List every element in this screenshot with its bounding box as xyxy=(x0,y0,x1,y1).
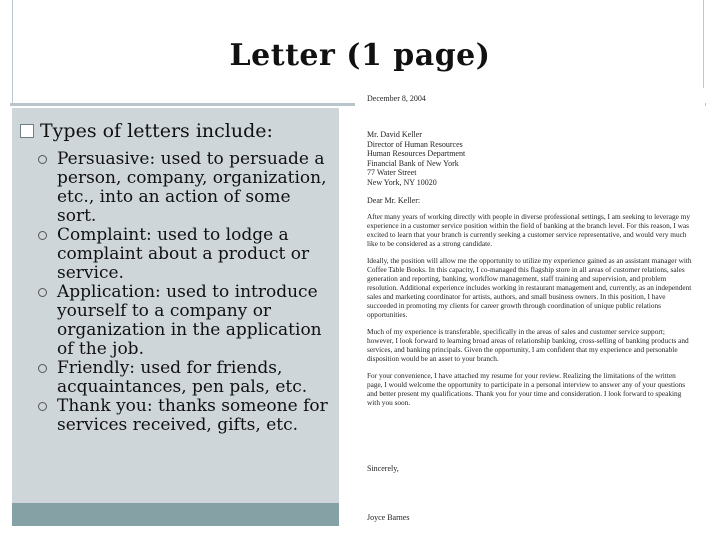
letter-paragraph: Ideally, the position will allow me the opportunity to utilize my experience gained as an assistant manager with Coffee Table Books. In this capacity, I co-managed this flagship store in all areas of customer relations, sales generation and reporting, banking, workflow management, staff training and supervision, and problem resolution. Additional experience includes working in restaurant management and, currently, as an independent sales and marketing coordinator for artists, authors, and small business owners. In this position, I have succeeded in promoting my clients for career growth through coordination of unique public relations opportunities. xyxy=(367,256,692,319)
address-line: Director of Human Resources xyxy=(367,139,463,149)
letter-paragraph: After many years of working directly with people in diverse professional settings, I am seeking to leverage my experience in a customer service position within the field of banking at the branch level. For this reason, I was excited to learn that your branch is currently seeking a customer service representative, and would very much like to be considered as a strong candidate. xyxy=(367,212,690,248)
letter-signature: Joyce Barnes xyxy=(367,513,410,522)
list-item-text: Application: used to introduce yourself to a company or organization in the application of the job. xyxy=(57,282,322,359)
letter-paragraph: Much of my experience is transferable, specifically in the areas of sales and customer service support; however, I look forward to learning broad areas of relationship banking, cross-selling of banking products and services, and banking principals. Given the opportunity, I am confident that my experience and personable disposition would be an asset to your branch. xyxy=(367,327,689,363)
letter-inside-address xyxy=(367,130,465,187)
letter-salutation: Dear Mr. Keller: xyxy=(367,196,421,205)
address-line: Mr. David Keller xyxy=(367,130,422,139)
address-line: New York, NY 10020 xyxy=(367,177,437,187)
address-line: 77 Water Street xyxy=(367,168,417,177)
list-item-text: Persuasive: used to persuade a person, company, organization, etc., into an action of some sort. xyxy=(57,149,327,226)
list-item xyxy=(38,397,334,435)
letter-closing: Sincerely, xyxy=(367,464,399,473)
letter-body xyxy=(367,212,693,415)
circle-bullet-icon xyxy=(38,155,47,164)
address-line: Financial Bank of New York xyxy=(367,158,459,168)
list-item xyxy=(38,150,334,226)
square-bullet-icon xyxy=(20,124,34,138)
circle-bullet-icon xyxy=(38,288,47,297)
list-item-text: Thank you: thanks someone for services received, gifts, etc. xyxy=(57,396,328,435)
bullet-heading xyxy=(20,120,273,142)
list-item-text: Complaint: used to lodge a complaint about a product or service. xyxy=(57,225,310,283)
list-item xyxy=(38,283,334,359)
circle-bullet-icon xyxy=(38,364,47,373)
list-item xyxy=(38,359,334,397)
list-item xyxy=(38,226,334,283)
letter-types-list xyxy=(38,150,334,435)
circle-bullet-icon xyxy=(38,231,47,240)
sample-letter-image xyxy=(355,88,705,528)
letter-date: December 8, 2004 xyxy=(367,94,426,103)
heading-text: Types of letters include: xyxy=(40,120,273,142)
address-line: Human Resources Department xyxy=(367,149,466,158)
letter-paragraph: For your convenience, I have attached my resume for your review. Realizing the limitations of the written page, I would welcome the opportunity to participate in a personal interview to answer any of your questions and better present my qualifications. Thank you for your time and consideration. I look forward to speaking with you soon. xyxy=(367,371,686,407)
panel-footer-bar xyxy=(12,503,339,526)
list-item-text: Friendly: used for friends, acquaintances, pen pals, etc. xyxy=(57,358,308,397)
circle-bullet-icon xyxy=(38,402,47,411)
slide-title: Letter (1 page) xyxy=(229,38,491,73)
